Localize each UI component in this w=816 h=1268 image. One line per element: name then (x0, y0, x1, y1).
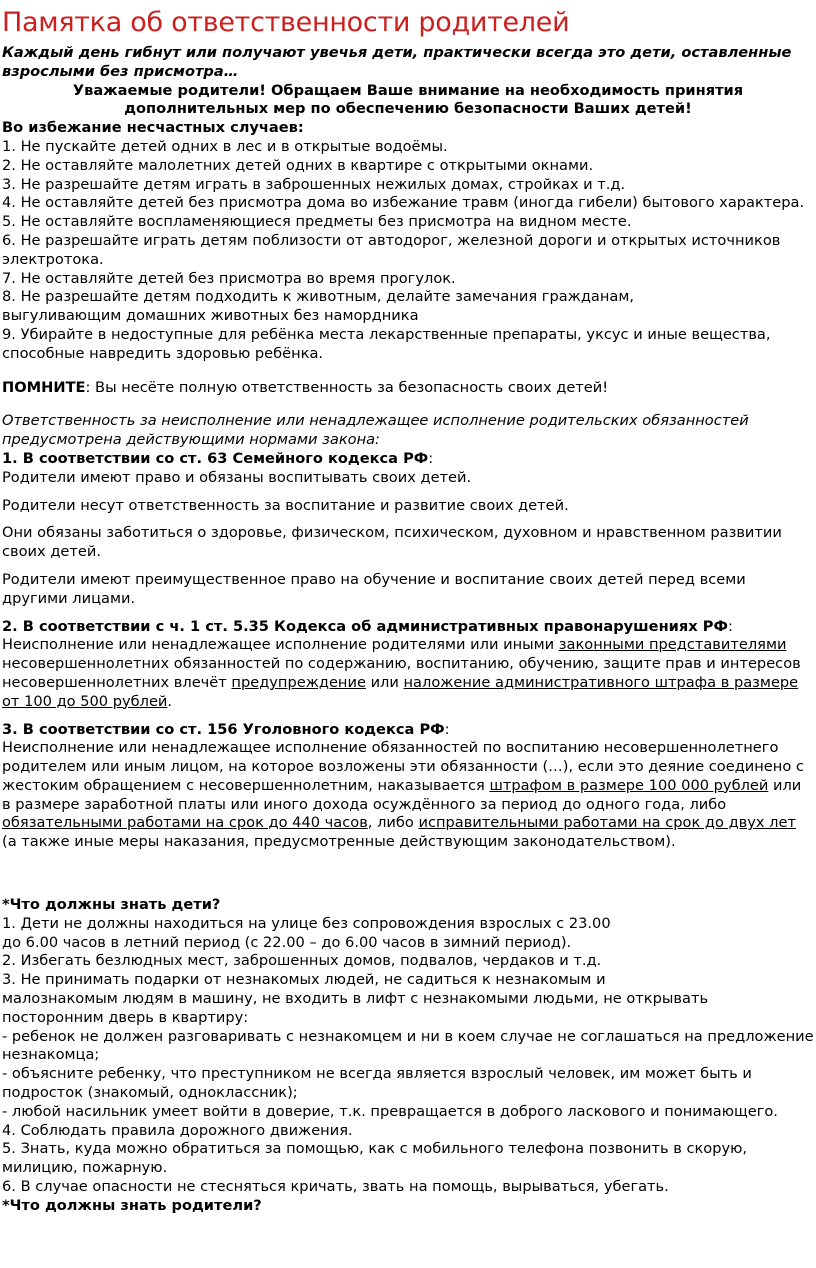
s1-colon: : (428, 449, 434, 467)
s2-heading-line (2, 618, 814, 637)
list-item: 5. Не оставляйте воспламеняющиеся предметы без присмотра на видном месте. (2, 213, 632, 231)
list-item: 3. Не разрешайте детям играть в заброшенных нежилых домах, стройках и т.д. (2, 175, 626, 193)
list-item: 1. Не пускайте детей одних в лес и в открытые водоёмы. (2, 137, 448, 155)
s2-colon: : (727, 617, 733, 635)
page-title: Памятка об ответственности родителей (2, 7, 570, 38)
list-item: 4. Не оставляйте детей без присмотра дома во избежание травм (иногда гибели) бытового характера. (2, 194, 805, 212)
s1-heading-line (2, 450, 814, 469)
s2-underlined: наложение административного штрафа в размере от 100 до 500 рублей (2, 673, 799, 710)
list-item: 2. Не оставляйте малолетних детей одних в квартире с открытыми окнами. (2, 156, 594, 174)
memo-page (0, 6, 816, 1268)
list-item: до 6.00 часов в летний период (с 22.00 – до 6.00 часов в зимний период). (2, 933, 572, 951)
list-item: 2. Избегать безлюдных мест, заброшенных домов, подвалов, чердаков и т.д. (2, 952, 602, 970)
s3-body (2, 739, 814, 852)
law-intro: Ответственность за неисполнение или ненадлежащее исполнение родительских обязанностей предусмотрена действующими нормами закона: (2, 412, 749, 449)
list-item: - объясните ребенку, что преступником не всегда является взрослый человек, им может быть и подросток (знакомый, одноклассник); (2, 1065, 752, 1102)
s3-text: (а также иные меры наказания, предусмотренные действующим законодательством). (2, 833, 676, 851)
list-item: 8. Не разрешайте детям подходить к животным, делайте замечания гражданам, (2, 288, 634, 306)
s3-colon: : (444, 720, 450, 738)
list-item: 5. Знать, куда можно обратиться за помощью, как с мобильного телефона позвонить в скорую, милицию, пожарную. (2, 1140, 748, 1177)
s2-text: Неисполнение или ненадлежащее исполнение родителями или иными (2, 636, 559, 654)
s2-underlined: предупреждение (231, 673, 366, 691)
remember-label: ПОМНИТЕ (2, 378, 86, 396)
list-item: малознакомым людям в машину, не входить в лифт с незнакомыми людьми, не открывать посторонним дверь в квартиру: (2, 990, 709, 1026)
s1-paragraph: Они обязаны заботиться о здоровье, физическом, психическом, духовном и нравственном развитии своих детей. (2, 524, 782, 561)
s3-underlined: штрафом в размере 100 000 рублей (489, 776, 769, 794)
list-item: 4. Соблюдать правила дорожного движения. (2, 1121, 353, 1139)
list-item: - любой насильник умеет войти в доверие, т.к. превращается в доброго ласкового и понимающего. (2, 1102, 778, 1120)
s1-paragraph: Родители несут ответственность за воспитание и развитие своих детей. (2, 496, 569, 514)
lead-warning: Каждый день гибнут или получают увечья дети, практически всегда это дети, оставленные взрослыми без присмотра… (2, 44, 792, 80)
list-item: 6. В случае опасности не стесняться кричать, звать на помощь, вырываться, убегать. (2, 1178, 669, 1196)
s2-text: или (365, 673, 404, 691)
s1-heading: 1. В соответствии со ст. 63 Семейного кодекса РФ (2, 449, 429, 467)
s3-text: , либо (367, 814, 419, 832)
kids-heading: *Что должны знать дети? (2, 896, 221, 914)
list-item: 3. Не принимать подарки от незнакомых людей, не садиться к незнакомым и (2, 971, 606, 989)
s2-body (2, 636, 814, 711)
list-item: 9. Убирайте в недоступные для ребёнка места лекарственные препараты, уксус и иные вещества, способные навредить здоровью ребёнка. (2, 325, 771, 362)
list-item: 6. Не разрешайте играть детям поблизости от автодорог, железной дороги и открытых источников электротока. (2, 231, 781, 268)
list-item: 7. Не оставляйте детей без присмотра во время прогулок. (2, 269, 456, 287)
remember-line (2, 379, 814, 398)
remember-text: : Вы несёте полную ответственность за безопасность своих детей! (85, 378, 609, 396)
list-item: - ребенок не должен разговаривать с незнакомцем и ни в коем случае не соглашаться на предложение незнакомца; (2, 1027, 814, 1064)
s1-paragraph: Родители имеют преимущественное право на обучение и воспитание своих детей перед всеми другими лицами. (2, 570, 746, 607)
s1-paragraph: Родители имеют право и обязаны воспитывать своих детей. (2, 468, 472, 486)
s2-underlined: законными представителями (558, 636, 787, 654)
s3-heading: 3. В соответствии со ст. 156 Уголовного кодекса РФ (2, 720, 445, 738)
list-item: выгуливающим домашних животных без намордника (2, 307, 419, 325)
parents-appeal: Уважаемые родители! Обращаем Ваше внимание на необходимость принятия дополнительных мер по обеспечению безопасности Ваших детей! (72, 81, 744, 118)
s3-underlined: обязательными работами на срок до 440 часов (2, 814, 368, 832)
s3-text: или в размере заработной платы или иного дохода осуждённого за период до одного года, либо (2, 776, 802, 813)
s2-text: . (167, 692, 173, 710)
accidents-heading: Во избежание несчастных случаев: (2, 119, 304, 137)
s3-text: Неисполнение или ненадлежащее исполнение обязанностей по воспитанию несовершеннолетнего родителем или иным лицом, на которое возложены эти обязанности (…), если это деяние соединено с жестоким обращением с несовершеннолетним, наказывается (2, 739, 804, 794)
s2-text: несовершеннолетних обязанностей по содержанию, воспитанию, обучению, защите прав и интересов несовершеннолетних влечёт (2, 655, 801, 691)
parents-heading: *Что должны знать родители? (2, 1196, 262, 1214)
kids-list (2, 915, 814, 1197)
list-item: 1. Дети не должны находиться на улице без сопровождения взрослых с 23.00 (2, 914, 611, 932)
s2-heading: 2. В соответствии с ч. 1 ст. 5.35 Кодекса об административных правонарушениях РФ (2, 617, 728, 635)
accidents-list (2, 138, 814, 364)
s3-underlined: исправительными работами на срок до двух лет (418, 814, 796, 832)
s3-heading-line (2, 721, 814, 740)
